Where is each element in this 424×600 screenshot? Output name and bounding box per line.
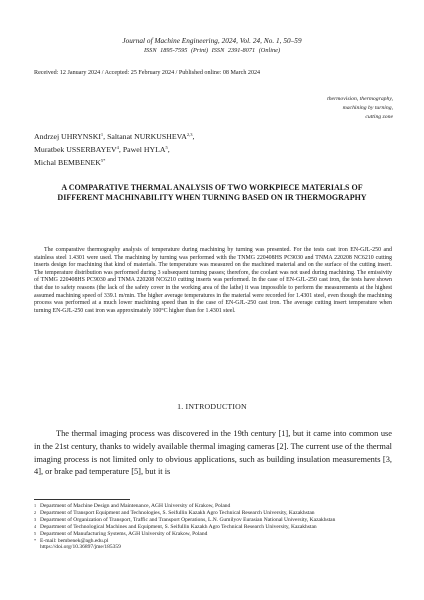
author-name: Pawel HYLA bbox=[122, 144, 166, 154]
footnote bbox=[34, 517, 394, 524]
footnote-text: Department of Manufacturing Systems, AGH University of Krakow, Poland bbox=[40, 530, 208, 537]
author-separator: , bbox=[103, 132, 108, 141]
paper-title: A COMPARATIVE THERMAL ANALYSIS OF TWO WORKPIECE MATERIALS OF DIFFERENT MACHINABILITY WHEN TURNING BASED ON IR THERMOGRAPHY bbox=[57, 183, 367, 203]
keyword-line: machining by turning, bbox=[342, 105, 393, 111]
author-separator: , bbox=[192, 132, 195, 141]
issn-line: ISSN 1895-7595 (Print) ISSN 2391-8071 (Online) bbox=[143, 47, 281, 54]
footnote bbox=[34, 538, 394, 545]
author-separator: , bbox=[118, 144, 123, 154]
keyword-line: cutting zone bbox=[365, 114, 393, 120]
journal-citation: Journal of Machine Engineering, 2024, Vol. 24, No. 1, 50–59 bbox=[122, 37, 302, 45]
footnote-text: E-mail: bembenek@agh.edu.pl bbox=[40, 537, 109, 544]
author-list bbox=[34, 130, 194, 168]
abstract bbox=[34, 247, 392, 315]
abstract-text: The comparative thermography analysis of temperature during machining by turning was presented. For the tests cast iron EN-GJL-250 and stainless steel 1.4301 were used. The machining by turning was performed with the TNMG 220408HS PC9030 and TNMA 220208 NC6210 cutting inserts design for machining that kind of materials. The temperature was measured on the machined material and on the surface of the cutting insert. The temperature distribution was performed during 3 subsequent turning passes; therefore, the coolant was not used during machining. The emissivity of TNMG 220408HS PC9030 and TNMA 220208 NC6210 cutting inserts was performed. In the case of EN-GJL-250 cast iron, the tests have shown that due to safety reasons (the lack of the safety cover in the working area of the lathe) it was impossible to perform the measurements at the highest assumed machining speed of 339.1 m/min. The higher average temperatures in the material were recorded for 1.4301 steel, even though the machining process was performed at a much lower machining speed than in the case of EN-GJL-250 cast iron. The average cutting insert temperature when turning EN-GJL-250 cast iron was approximately 100°C higher than for 1.4301 steel. bbox=[34, 247, 392, 314]
keyword-line: thermovision, thermography, bbox=[327, 96, 393, 102]
footnote-number: 4 bbox=[34, 523, 37, 529]
footnote bbox=[34, 531, 394, 538]
author-affiliation: 5* bbox=[100, 157, 106, 163]
footnote-text: Department of Organization of Transport, Traffic and Transport Operations, L.N. Gumilyov Eurasian National University, Kazakhstan bbox=[40, 516, 336, 523]
author-affiliation: 1 bbox=[100, 132, 104, 137]
doi-line bbox=[34, 544, 394, 551]
author-name: Andrzej UHRYNSKI bbox=[34, 132, 101, 141]
footnote-number: 2 bbox=[34, 509, 37, 515]
footnote-text: Department of Transport Equipment and Technologies, S. Seifullin Kazakh Agro Technical Research University, Kazakhstan bbox=[40, 509, 315, 516]
author-name: Muratbek USSERBAYEV bbox=[34, 144, 117, 154]
publication-dates: Received: 12 January 2024 / Accepted: 25 February 2024 / Published online: 08 March 2024 bbox=[34, 70, 261, 76]
footnote-number: 3 bbox=[34, 516, 37, 522]
doi-link[interactable]: https://doi.org/10.36897/jme/185359 bbox=[40, 544, 121, 551]
author-affiliation: 2,3 bbox=[186, 132, 193, 137]
keywords bbox=[327, 95, 393, 122]
footnote-number: * bbox=[34, 537, 37, 543]
footnote-number: 1 bbox=[34, 503, 37, 508]
footnote bbox=[34, 503, 394, 510]
footnote-number: 5 bbox=[34, 530, 37, 536]
footnote-text: Department of Technological Machines and Equipment, S. Seifullin Kazakh Agro Technical Research University, Kazakhstan bbox=[40, 523, 317, 530]
author-name: Michal BEMBENEK bbox=[34, 157, 101, 167]
author-affiliation: 5 bbox=[165, 144, 168, 150]
footnotes bbox=[34, 503, 394, 551]
author-separator: , bbox=[167, 144, 170, 154]
author-name: Saltanat NURKUSHEVA bbox=[107, 132, 187, 141]
introduction-body bbox=[34, 428, 392, 479]
footnote-divider bbox=[34, 499, 130, 500]
footnote-text: Department of Machine Design and Maintenance, AGH University of Krakow, Poland bbox=[40, 503, 231, 509]
introduction-paragraph: The thermal imaging process was discovered in the 19th century [1], but it came into common use in the 21st century, thanks to widely available thermal imaging cameras [2]. The current use of the thermal imaging process is not limited only to obvious applications, such as building insulation measurements [3, 4], or brake pad temperature [5], but it is bbox=[34, 429, 392, 477]
author-affiliation: 4 bbox=[116, 144, 119, 150]
section-heading: 1. INTRODUCTION bbox=[177, 402, 247, 411]
footnote bbox=[34, 510, 394, 517]
footnote bbox=[34, 524, 394, 531]
